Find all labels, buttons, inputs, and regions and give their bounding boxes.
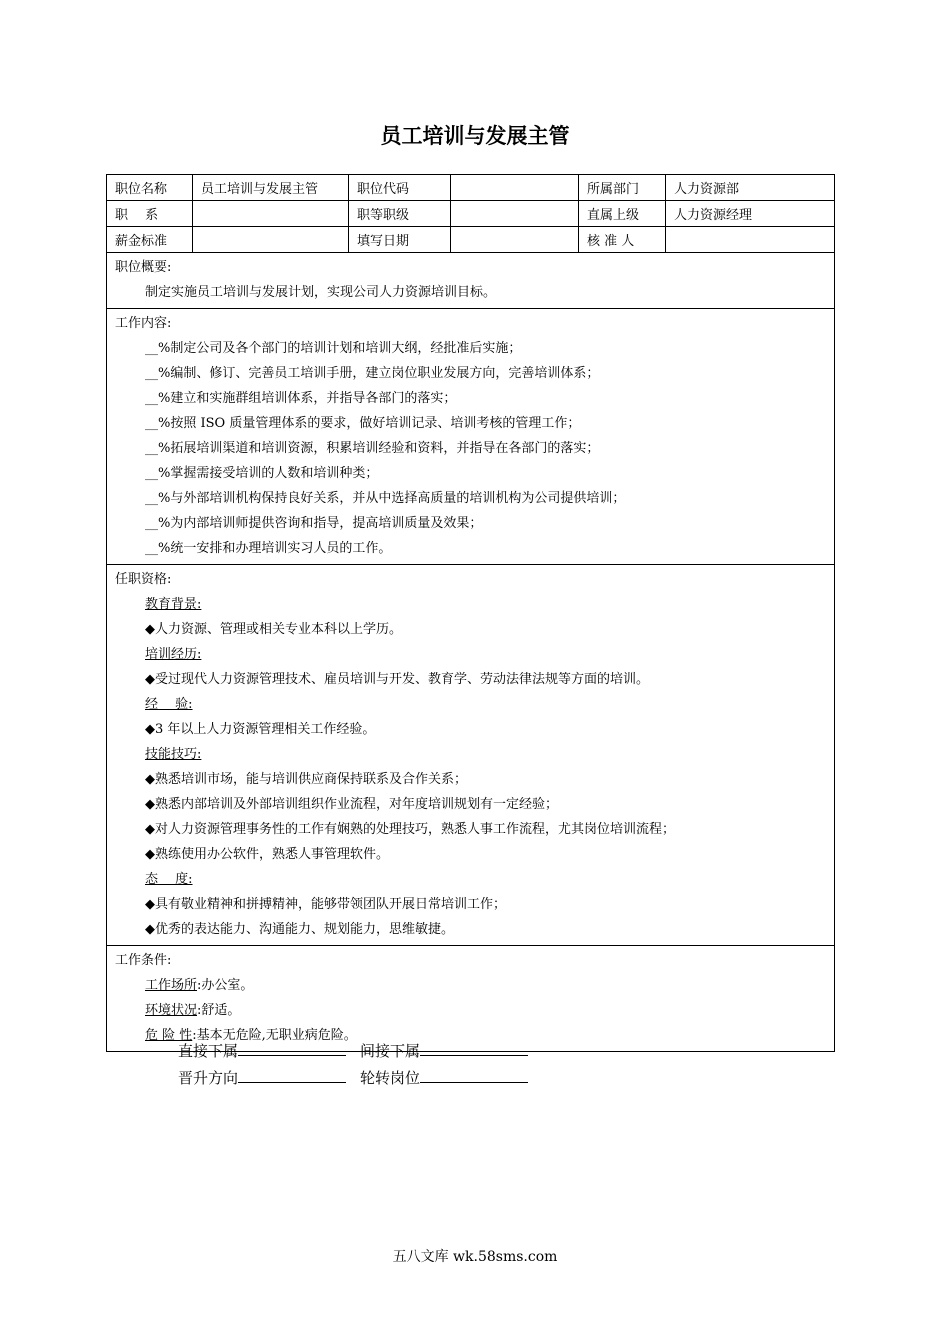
qualification-item: ◆对人力资源管理事务性的工作有娴熟的处理技巧，熟悉人事工作流程，尤其岗位培训流程； — [145, 822, 675, 837]
qualification-item: ◆优秀的表达能力、沟通能力、规划能力，思维敏捷。 — [145, 922, 454, 937]
duties-cell — [107, 309, 835, 565]
duty-item: __%统一安排和办理培训实习人员的工作。 — [145, 541, 392, 556]
page-title: 员工培训与发展主管 — [380, 124, 570, 148]
overview-text: 制定实施员工培训与发展计划，实现公司人力资源培训目标。 — [145, 285, 497, 300]
conditions-label: 工作条件: — [115, 953, 172, 968]
qualification-item: ◆熟练使用办公软件，熟悉人事管理软件。 — [145, 847, 389, 862]
qualifications-label: 任职资格: — [115, 572, 172, 587]
duty-item: __%编制、修订、完善员工培训手册，建立岗位职业发展方向，完善培训体系； — [145, 366, 600, 381]
field-value — [451, 175, 579, 201]
qualifications-row — [107, 565, 835, 946]
qualification-heading-text: 技能技巧: — [145, 747, 202, 762]
qualification-heading-text: 态 度: — [145, 872, 193, 887]
conditions-row — [107, 946, 835, 1052]
qualification-heading-text: 培训经历: — [145, 647, 202, 662]
footer-field-blank — [420, 1066, 528, 1083]
qualifications-cell — [107, 565, 835, 946]
field-value — [451, 227, 579, 253]
qualification-item: ◆熟悉培训市场，能与培训供应商保持联系及合作关系； — [145, 772, 467, 787]
field-value: 员工培训与发展主管 — [193, 175, 349, 201]
duties-row — [107, 309, 835, 565]
condition-key: 工作场所 — [145, 978, 198, 993]
field-value — [666, 227, 835, 253]
qualification-heading-text: 经 验: — [145, 697, 193, 712]
field-value: 人力资源部 — [666, 175, 835, 201]
duty-item: __%与外部培训机构保持良好关系，并从中选择高质量的培训机构为公司提供培训； — [145, 491, 626, 506]
qualification-item: ◆人力资源、管理或相关专业本科以上学历。 — [145, 622, 402, 637]
footer-field-blank — [238, 1066, 346, 1083]
job-description-table — [106, 174, 835, 1052]
header-row — [107, 227, 835, 253]
field-value — [193, 227, 349, 253]
duty-item: __%拓展培训渠道和培训资源，积累培训经验和资料，并指导在各部门的落实； — [145, 441, 600, 456]
condition-value: :办公室。 — [197, 978, 254, 993]
field-value: 人力资源经理 — [666, 201, 835, 227]
footer-line — [178, 1065, 542, 1092]
duty-item: __%掌握需接受培训的人数和培训种类； — [145, 466, 379, 481]
field-label: 职位名称 — [107, 175, 193, 201]
field-label: 所属部门 — [579, 175, 666, 201]
field-label: 职位代码 — [349, 175, 451, 201]
header-rows — [107, 175, 835, 253]
qualification-item: ◆受过现代人力资源管理技术、雇员培训与开发、教育学、劳动法律法规等方面的培训。 — [145, 672, 649, 687]
qualification-item: ◆具有敬业精神和拼搏精神，能够带领团队开展日常培训工作； — [145, 897, 506, 912]
qualification-item: ◆熟悉内部培训及外部培训组织作业流程，对年度培训规划有一定经验； — [145, 797, 558, 812]
condition-item — [115, 998, 826, 1023]
condition-value: :基本无危险,无职业病危险。 — [192, 1028, 357, 1043]
condition-value: :舒适。 — [197, 1003, 241, 1018]
qualification-heading-text: 教育背景: — [145, 597, 202, 612]
duty-item: __%建立和实施群组培训体系，并指导各部门的落实； — [145, 391, 457, 406]
duty-item: __%为内部培训师提供咨询和指导，提高培训质量及效果； — [145, 516, 483, 531]
qualification-heading — [115, 867, 826, 892]
field-value — [451, 201, 579, 227]
field-value — [193, 201, 349, 227]
qualification-heading — [115, 692, 826, 717]
footer-field-label: 间接下属 — [360, 1042, 421, 1060]
footer-field-blank — [420, 1039, 528, 1056]
footer-field-label: 晋升方向 — [178, 1069, 239, 1087]
field-label: 直属上级 — [579, 201, 666, 227]
duties-label: 工作内容: — [115, 316, 172, 331]
duty-item: __%制定公司及各个部门的培训计划和培训大纲，经批准后实施； — [145, 341, 522, 356]
field-label: 职 系 — [107, 201, 193, 227]
field-label: 薪金标准 — [107, 227, 193, 253]
conditions-cell — [107, 946, 835, 1052]
header-row — [107, 175, 835, 201]
qualification-heading — [115, 742, 826, 767]
field-label: 职等职级 — [349, 201, 451, 227]
qualification-item: ◆3 年以上人力资源管理相关工作经验。 — [145, 722, 376, 737]
overview-label: 职位概要: — [115, 260, 172, 275]
condition-key: 危 险 性 — [145, 1028, 193, 1043]
condition-key: 环境状况 — [145, 1003, 198, 1018]
site-watermark: 五八文库 wk.58sms.com — [392, 1249, 558, 1265]
qualification-heading — [115, 592, 826, 617]
footer-field-label: 直接下属 — [178, 1042, 239, 1060]
condition-item — [115, 973, 826, 998]
header-row — [107, 201, 835, 227]
overview-cell — [107, 253, 835, 309]
field-label: 核 准 人 — [579, 227, 666, 253]
footer-line — [178, 1038, 542, 1065]
duty-item: __%按照 ISO 质量管理体系的要求，做好培训记录、培训考核的管理工作； — [145, 416, 581, 431]
footer-field-label: 轮转岗位 — [360, 1069, 421, 1087]
qualification-heading — [115, 642, 826, 667]
footer-field-blank — [238, 1039, 346, 1056]
field-label: 填写日期 — [349, 227, 451, 253]
footer-fields — [178, 1038, 542, 1092]
overview-row — [107, 253, 835, 309]
